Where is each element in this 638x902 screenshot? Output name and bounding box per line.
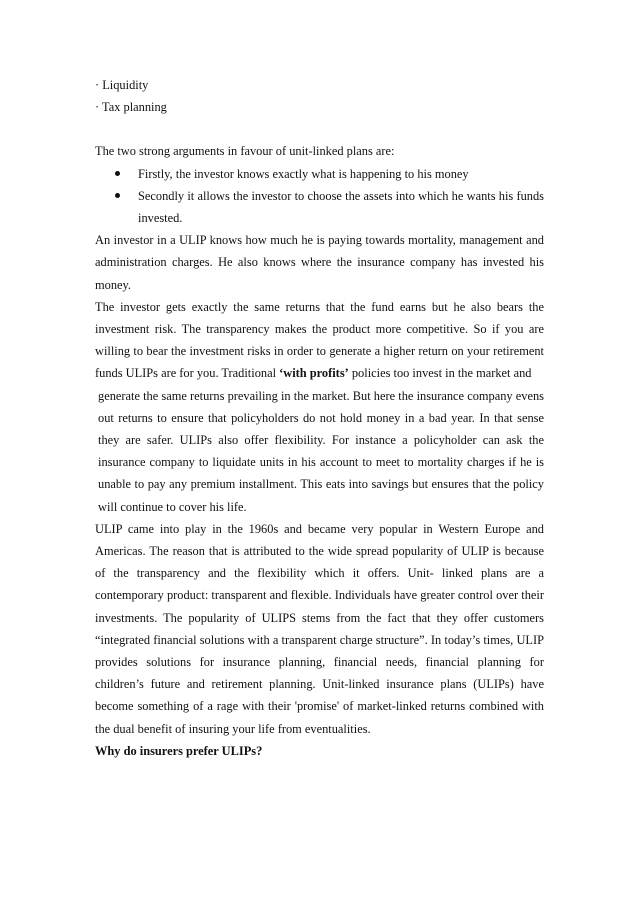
bullet-text: Firstly, the investor knows exactly what is happening to his money: [138, 166, 469, 181]
paragraph-2-text: The investor gets exactly the same returns that the fund earns but he also bears the investment risk. The transparency makes the product more competitive. So if you are willing to bear the investment risks in order to generate a higher return on your retirement funds ULIPs are for you. Traditional: [95, 299, 544, 381]
list-item-tax-planning: · Tax planning: [95, 100, 167, 115]
bold-phrase: ‘with profits’: [279, 366, 349, 381]
document-page: [95, 74, 544, 762]
bullet-icon: [115, 171, 120, 176]
spacer: [95, 118, 544, 140]
paragraph-3: generate the same returns prevailing in the market. But here the insurance company evens out returns to ensure that policyholders do not hold money in a bad year. In that sense they are safer. ULIPs also offer flexibility. For instance a policyholder can ask the insurance company to liquidate units in his account to meet to mortality charges if he is unable to pay any premium installment. This eats into savings but ensures that the policy will continue to cover his life.: [98, 388, 544, 514]
bullet-item: [95, 185, 544, 229]
paragraph-2: [95, 296, 544, 385]
paragraph-2-tail: policies too invest in the market and: [348, 366, 532, 381]
paragraph-4: ULIP came into play in the 1960s and became very popular in Western Europe and Americas. The reason that is attributed to the wide spread popularity of ULIP is because of the transparency and the flexibility which it offers. Unit- linked plans are a contemporary product: transparent and flexible. Individuals have greater control over their investments. The popularity of ULIPS stems from the fact that they offer customers “integrated financial solutions with a transparent charge structure”. In today’s times, ULIP provides solutions for insurance planning, financial needs, financial planning for children’s future and retirement planning. Unit-linked insurance plans (ULIPs) have become something of a rage with their 'promise' of market-linked returns combined with the dual benefit of insuring your life from eventualities.: [95, 521, 544, 736]
bullet-icon: [115, 193, 120, 198]
bullet-text: Secondly it allows the investor to choose the assets into which he wants his funds invested.: [138, 188, 544, 226]
section-heading: Why do insurers prefer ULIPs?: [95, 743, 263, 758]
list-item-liquidity: · Liquidity: [95, 78, 149, 92]
paragraph-1: An investor in a ULIP knows how much he is paying towards mortality, management and administration charges. He also knows where the insurance company has invested his money.: [95, 233, 544, 292]
intro-text: The two strong arguments in favour of unit-linked plans are:: [95, 144, 395, 159]
bullet-item: [95, 163, 544, 185]
bullet-list: [95, 163, 544, 230]
